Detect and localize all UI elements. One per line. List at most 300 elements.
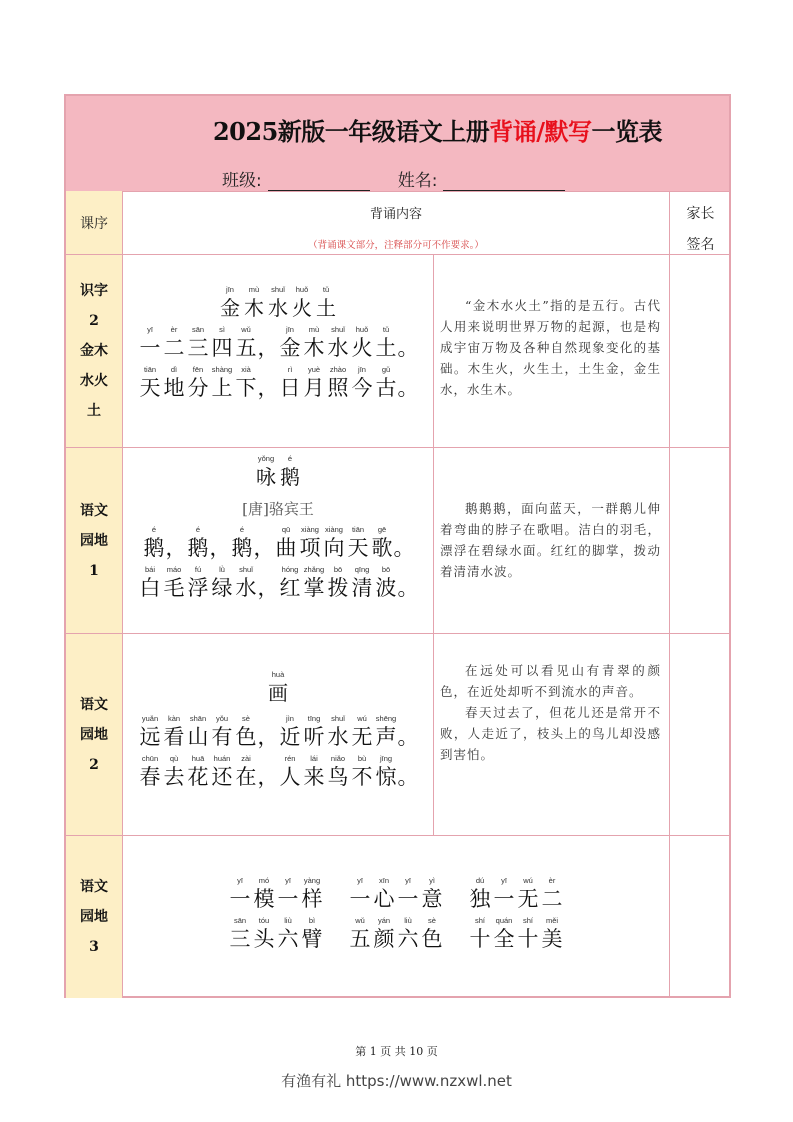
hanzi-with-pinyin <box>234 754 258 790</box>
hanzi-with-pinyin <box>468 916 492 952</box>
hanzi: 。 <box>397 336 419 360</box>
explanation <box>440 660 661 765</box>
pinyin: bù <box>357 754 367 763</box>
hanzi-with-pinyin <box>162 754 186 790</box>
hanzi-with-pinyin <box>302 325 326 361</box>
hanzi-with-pinyin <box>540 916 564 952</box>
table-row <box>66 448 729 634</box>
lesson-cell <box>66 836 123 998</box>
pinyin: yī <box>147 325 153 334</box>
pinyin: quán <box>495 916 513 925</box>
hanzi: 独 <box>469 887 491 911</box>
hanzi: 还 <box>211 765 233 789</box>
hanzi-with-pinyin <box>186 325 210 361</box>
pinyin: yī <box>285 876 291 885</box>
name-field[interactable] <box>443 172 565 191</box>
idiom-row <box>228 916 564 952</box>
hanzi: 水 <box>327 725 349 749</box>
poem-author: [唐]骆宾王 <box>242 500 314 518</box>
hanzi-with-pinyin <box>372 916 396 952</box>
hanzi-with-pinyin <box>278 754 302 790</box>
pinyin: yī <box>405 876 411 885</box>
poem <box>123 670 433 790</box>
pinyin: gē <box>377 525 387 534</box>
pinyin: shēng <box>375 714 397 723</box>
header-lesson-cell <box>66 191 123 254</box>
hanzi-with-pinyin <box>374 365 398 401</box>
pinyin: bái <box>144 565 155 574</box>
hanzi-with-pinyin <box>186 365 210 401</box>
pinyin: shí <box>522 916 533 925</box>
hanzi: 六 <box>397 927 419 951</box>
hanzi-with-pinyin <box>234 325 258 361</box>
hanzi: 下 <box>235 376 257 400</box>
pinyin: xiàng <box>325 525 343 534</box>
site-watermark: 有渔有礼 https://www.nzxwl.net <box>281 1072 512 1090</box>
lesson-label: 语文 园地 3 <box>80 879 108 955</box>
pinyin: sān <box>191 325 205 334</box>
pinyin: shuǐ <box>239 565 253 574</box>
hanzi-with-pinyin <box>186 565 210 601</box>
pinyin: sān <box>233 916 247 925</box>
pinyin: xià <box>241 365 251 374</box>
hanzi-with-pinyin <box>142 525 166 561</box>
hanzi-with-pinyin <box>266 670 290 706</box>
pinyin: sì <box>219 325 225 334</box>
hanzi-with-pinyin <box>230 525 254 561</box>
hanzi-with-pinyin <box>302 565 326 601</box>
hanzi: 。 <box>397 376 419 400</box>
idiom <box>468 916 564 952</box>
pinyin: fēn <box>192 365 204 374</box>
header-content: 背诵内容 <box>369 207 422 222</box>
hanzi-with-pinyin <box>302 754 326 790</box>
content-cell <box>123 448 669 633</box>
punctuation <box>166 525 186 561</box>
pinyin: zài <box>241 754 251 763</box>
idiom <box>468 876 564 912</box>
hanzi-with-pinyin <box>138 714 162 750</box>
hanzi: 全 <box>493 927 515 951</box>
hanzi-with-pinyin <box>186 754 210 790</box>
explanation-paragraph: 春天过去了，但花儿还是常开不败，人走近了，枝头上的鸟儿却没感到害怕。 <box>440 705 661 762</box>
idiom <box>228 916 324 952</box>
hanzi-with-pinyin <box>370 525 394 561</box>
hanzi-with-pinyin <box>138 325 162 361</box>
hanzi: 在 <box>235 765 257 789</box>
hanzi: ， <box>209 536 231 560</box>
hanzi-with-pinyin <box>348 876 372 912</box>
pinyin: huà <box>271 670 285 679</box>
hanzi: 波 <box>375 576 397 600</box>
title-prefix: 2025新版一年级语文上册 <box>212 117 490 146</box>
pinyin: máo <box>166 565 182 574</box>
explanation-cell <box>434 255 669 447</box>
hanzi: 。 <box>397 576 419 600</box>
explanation-cell <box>434 448 669 633</box>
hanzi: 四 <box>211 336 233 360</box>
hanzi-with-pinyin <box>278 714 302 750</box>
hanzi: 水 <box>235 576 257 600</box>
hanzi: 清 <box>351 576 373 600</box>
hanzi: 臂 <box>301 927 323 951</box>
punctuation <box>258 565 278 601</box>
hanzi-with-pinyin <box>138 754 162 790</box>
class-label: 班级: <box>222 171 262 191</box>
pinyin: lǜ <box>219 565 225 574</box>
hanzi-with-pinyin <box>372 876 396 912</box>
hanzi: 山 <box>187 725 209 749</box>
hanzi: 画 <box>268 681 288 705</box>
hanzi-with-pinyin <box>350 754 374 790</box>
sign-cell[interactable] <box>669 448 731 633</box>
pinyin: lái <box>310 754 318 763</box>
hanzi: 十 <box>469 927 491 951</box>
pinyin: yuǎn <box>141 714 159 723</box>
hanzi-with-pinyin <box>234 365 258 401</box>
table-row <box>66 836 729 998</box>
punctuation <box>398 754 418 790</box>
student-fields <box>222 166 565 191</box>
punctuation <box>398 365 418 401</box>
hanzi: 掌 <box>303 576 325 600</box>
hanzi-with-pinyin <box>242 285 266 321</box>
idiom <box>348 916 444 952</box>
hanzi: ， <box>257 576 279 600</box>
hanzi: 曲 <box>275 536 297 560</box>
pinyin: shuǐ <box>331 714 345 723</box>
idiom-row <box>228 876 564 912</box>
hanzi: 一 <box>349 887 371 911</box>
title-highlight: 背诵/默写 <box>489 117 592 146</box>
pinyin: qīng <box>354 565 370 574</box>
hanzi: 。 <box>397 725 419 749</box>
pinyin: yī <box>357 876 363 885</box>
hanzi: 木 <box>303 336 325 360</box>
hanzi-with-pinyin <box>210 754 234 790</box>
pinyin: yì <box>429 876 435 885</box>
pinyin: bō <box>381 565 391 574</box>
hanzi-with-pinyin <box>290 285 314 321</box>
explanation-paragraph: 鹅鹅鹅，面向蓝天，一群鹅儿伸着弯曲的脖子在歌唱。洁白的羽毛，漂浮在碧绿水面。红红的脚掌，拨动着清清水波。 <box>440 501 661 579</box>
lesson-label: 语文 园地 1 <box>80 502 108 579</box>
header-sign-cell <box>669 191 731 254</box>
hanzi-with-pinyin <box>298 525 322 561</box>
hanzi-with-pinyin <box>314 285 338 321</box>
pinyin: rì <box>287 365 293 374</box>
hanzi: 声 <box>375 725 397 749</box>
pinyin: gǔ <box>381 365 391 374</box>
hanzi: 。 <box>393 536 415 560</box>
hanzi-with-pinyin <box>468 876 492 912</box>
hanzi: 一 <box>229 887 251 911</box>
hanzi-with-pinyin <box>348 916 372 952</box>
pinyin: tǔ <box>322 285 330 294</box>
poem-title <box>218 285 338 321</box>
hanzi: 。 <box>397 765 419 789</box>
pinyin: wǔ <box>241 325 251 334</box>
pinyin: huán <box>213 754 231 763</box>
hanzi: 土 <box>316 296 336 320</box>
hanzi-with-pinyin <box>138 565 162 601</box>
hanzi-with-pinyin <box>350 714 374 750</box>
pinyin: jīn <box>358 365 366 374</box>
hanzi-with-pinyin <box>326 365 350 401</box>
poem-line <box>138 754 418 790</box>
hanzi-with-pinyin <box>210 565 234 601</box>
hanzi: 不 <box>351 765 373 789</box>
explanation-paragraph: 在远处可以看见山有青翠的颜色，在近处却听不到流水的声音。 <box>440 663 661 699</box>
hanzi: 三 <box>229 927 251 951</box>
hanzi-with-pinyin <box>278 325 302 361</box>
hanzi-with-pinyin <box>234 714 258 750</box>
hanzi: ， <box>253 536 275 560</box>
hanzi-with-pinyin <box>210 714 234 750</box>
pinyin: èr <box>170 325 178 334</box>
hanzi: 项 <box>299 536 321 560</box>
hanzi-with-pinyin <box>420 916 444 952</box>
pinyin: tīng <box>307 714 321 723</box>
header-content-cell <box>123 191 669 254</box>
lesson-cell <box>66 634 123 835</box>
hanzi: 鹅 <box>280 465 300 489</box>
pinyin: hóng <box>281 565 299 574</box>
hanzi-with-pinyin <box>326 754 350 790</box>
explanation-paragraph: “金木水火土”指的是五行。古代人用来说明世界万物的起源，也是构成宇宙万物及各种自然现象变化的基础。木生火，火生土，土生金，金生水，水生木。 <box>440 298 661 397</box>
poem-line <box>138 365 418 401</box>
hanzi: 心 <box>373 887 395 911</box>
hanzi-with-pinyin <box>300 916 324 952</box>
punctuation <box>398 325 418 361</box>
hanzi-with-pinyin <box>492 916 516 952</box>
pinyin: yǒu <box>215 714 229 723</box>
pinyin: huǒ <box>355 325 369 334</box>
pinyin: tiān <box>143 365 157 374</box>
poem-title <box>266 670 290 706</box>
hanzi: 照 <box>327 376 349 400</box>
pinyin: mù <box>248 285 260 294</box>
hanzi-with-pinyin <box>420 876 444 912</box>
explanation <box>440 295 661 400</box>
lesson-cell <box>66 448 123 633</box>
hanzi: 一 <box>277 887 299 911</box>
pinyin: fú <box>194 565 202 574</box>
sign-cell[interactable] <box>669 255 731 447</box>
hanzi: 水 <box>327 336 349 360</box>
pinyin: jīn <box>226 285 234 294</box>
hanzi-with-pinyin <box>300 876 324 912</box>
pinyin: dì <box>170 365 178 374</box>
header-lesson: 课序 <box>80 215 108 232</box>
pinyin: bì <box>308 916 316 925</box>
pinyin: rén <box>284 754 296 763</box>
pinyin: shàng <box>211 365 233 374</box>
hanzi: 土 <box>375 336 397 360</box>
pinyin: xīn <box>378 876 389 885</box>
hanzi-with-pinyin <box>322 525 346 561</box>
content-cell <box>123 836 669 998</box>
pinyin: shān <box>189 714 207 723</box>
header-sign <box>670 199 731 261</box>
content-cell <box>123 634 669 835</box>
pinyin: jīng <box>379 754 393 763</box>
hanzi: 分 <box>187 376 209 400</box>
header-sign-line2: 签名 <box>686 237 715 253</box>
pinyin: huǒ <box>295 285 309 294</box>
lesson-label: 语文 园地 2 <box>80 696 108 773</box>
idiom <box>228 876 324 912</box>
hanzi: 惊 <box>375 765 397 789</box>
hanzi: 浮 <box>187 576 209 600</box>
table-title-banner <box>66 96 729 192</box>
hanzi: 五 <box>349 927 371 951</box>
hanzi: 色 <box>235 725 257 749</box>
table-row <box>66 634 729 836</box>
poem <box>123 285 433 401</box>
pinyin: chūn <box>141 754 159 763</box>
header-sign-line1: 家长 <box>686 206 715 222</box>
hanzi-with-pinyin <box>374 754 398 790</box>
poem-line <box>138 325 418 361</box>
poem <box>123 454 433 601</box>
page-title <box>66 112 729 147</box>
poem-cell <box>123 448 434 633</box>
hanzi: 无 <box>517 887 539 911</box>
pinyin: zhǎng <box>303 565 325 574</box>
pinyin: xiàng <box>301 525 319 534</box>
pinyin: yàng <box>303 876 321 885</box>
lesson-label: 识字 2 金木 水火 土 <box>80 283 108 419</box>
poem-cell <box>123 255 434 447</box>
sign-cell[interactable] <box>669 836 731 998</box>
hanzi: 人 <box>279 765 301 789</box>
header-note: （背诵课文部分，注释部分可不作要求。） <box>308 240 484 251</box>
hanzi-with-pinyin <box>396 876 420 912</box>
hanzi-with-pinyin <box>228 876 252 912</box>
hanzi-with-pinyin <box>516 916 540 952</box>
punctuation <box>258 365 278 401</box>
hanzi: 样 <box>301 887 323 911</box>
hanzi-with-pinyin <box>252 876 276 912</box>
hanzi: 木 <box>244 296 264 320</box>
pinyin: tǔ <box>382 325 390 334</box>
hanzi-with-pinyin <box>210 325 234 361</box>
hanzi: 毛 <box>163 576 185 600</box>
hanzi: 二 <box>163 336 185 360</box>
hanzi: 看 <box>163 725 185 749</box>
pinyin: é <box>195 525 201 534</box>
hanzi-with-pinyin <box>350 565 374 601</box>
hanzi-with-pinyin <box>350 365 374 401</box>
hanzi: 春 <box>139 765 161 789</box>
hanzi: 金 <box>220 296 240 320</box>
punctuation <box>258 714 278 750</box>
page-number: 第 1 页 共 10 页 <box>355 1045 438 1058</box>
class-field[interactable] <box>268 172 370 191</box>
punctuation <box>398 714 418 750</box>
hanzi: 三 <box>187 336 209 360</box>
hanzi: 一 <box>139 336 161 360</box>
hanzi-with-pinyin <box>162 565 186 601</box>
hanzi-with-pinyin <box>138 365 162 401</box>
hanzi-with-pinyin <box>278 454 302 490</box>
pinyin: huā <box>191 754 205 763</box>
pinyin: tóu <box>258 916 270 925</box>
recitation-table <box>64 94 731 998</box>
pinyin: wú <box>523 876 533 885</box>
hanzi-with-pinyin <box>276 876 300 912</box>
hanzi: 美 <box>541 927 563 951</box>
hanzi: 一 <box>493 887 515 911</box>
punctuation <box>258 754 278 790</box>
punctuation <box>210 525 230 561</box>
hanzi: 十 <box>517 927 539 951</box>
hanzi-with-pinyin <box>516 876 540 912</box>
punctuation <box>254 525 274 561</box>
hanzi: ， <box>257 336 279 360</box>
hanzi: ， <box>165 536 187 560</box>
hanzi: 六 <box>277 927 299 951</box>
pinyin: měi <box>545 916 559 925</box>
hanzi-with-pinyin <box>274 525 298 561</box>
hanzi: 颜 <box>373 927 395 951</box>
hanzi-with-pinyin <box>276 916 300 952</box>
pinyin: liù <box>404 916 412 925</box>
pinyin: mù <box>308 325 320 334</box>
pinyin: jìn <box>286 714 294 723</box>
pinyin: yǒng <box>257 454 275 463</box>
hanzi-with-pinyin <box>228 916 252 952</box>
hanzi-with-pinyin <box>326 565 350 601</box>
hanzi: 拨 <box>327 576 349 600</box>
pinyin: sè <box>242 714 250 723</box>
hanzi: 二 <box>541 887 563 911</box>
hanzi-with-pinyin <box>162 365 186 401</box>
hanzi: 色 <box>421 927 443 951</box>
pinyin: é <box>151 525 157 534</box>
hanzi: 月 <box>303 376 325 400</box>
table-header-row <box>66 191 729 255</box>
idiom <box>348 876 444 912</box>
hanzi: 近 <box>279 725 301 749</box>
hanzi-with-pinyin <box>540 876 564 912</box>
pinyin: wǔ <box>355 916 365 925</box>
hanzi-with-pinyin <box>252 916 276 952</box>
pinyin: qū <box>281 525 291 534</box>
sign-cell[interactable] <box>669 634 731 835</box>
hanzi: 鸟 <box>327 765 349 789</box>
hanzi: 古 <box>375 376 397 400</box>
hanzi: ， <box>257 765 279 789</box>
pinyin: kàn <box>167 714 181 723</box>
hanzi: 天 <box>139 376 161 400</box>
pinyin: shuǐ <box>331 325 345 334</box>
hanzi: 来 <box>303 765 325 789</box>
pinyin: dú <box>475 876 485 885</box>
pinyin: shuǐ <box>271 285 285 294</box>
hanzi: 无 <box>351 725 373 749</box>
hanzi: 白 <box>139 576 161 600</box>
hanzi: 歌 <box>371 536 393 560</box>
title-suffix: 一览表 <box>591 117 663 146</box>
hanzi-with-pinyin <box>278 365 302 401</box>
poem-line <box>138 714 418 750</box>
hanzi-with-pinyin <box>302 714 326 750</box>
hanzi-with-pinyin <box>210 365 234 401</box>
hanzi: 有 <box>211 725 233 749</box>
pinyin: jīn <box>286 325 294 334</box>
hanzi: 头 <box>253 927 275 951</box>
